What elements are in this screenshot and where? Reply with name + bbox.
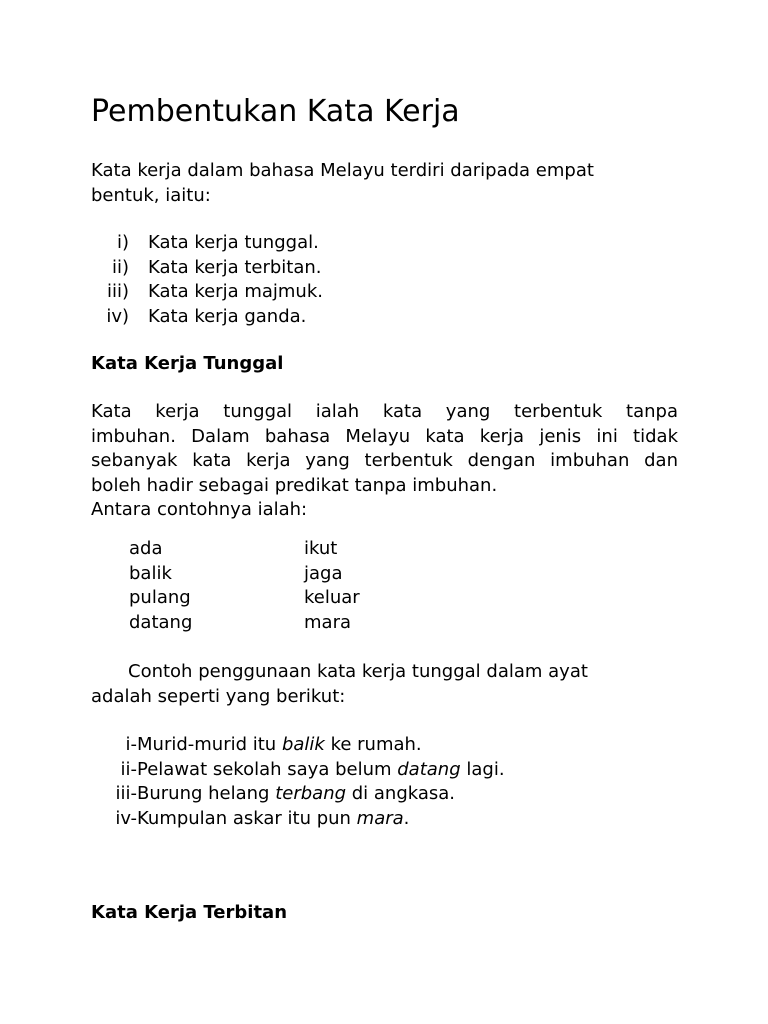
sentence-verb: mara	[356, 807, 404, 829]
usage-line-2: adalah seperti yang berikut:	[91, 685, 346, 707]
sentence-text-before: Murid-murid itu	[137, 734, 282, 755]
intro-line-2: bentuk, iaitu:	[91, 184, 211, 206]
sentence-text-before: Pelawat sekolah saya belum	[137, 758, 398, 780]
list-item-number: iii)	[106, 281, 129, 302]
sentence-text-after: di angkasa.	[346, 783, 456, 804]
example-word: balik	[129, 562, 172, 584]
sentence-number: ii-	[120, 758, 137, 780]
example-sentences-list	[91, 733, 505, 831]
word-row	[129, 537, 360, 562]
section-heading-tunggal: Kata Kerja Tunggal	[91, 353, 284, 374]
sentence-number: iv-	[115, 807, 137, 829]
example-word: mara	[304, 611, 351, 633]
list-item-number: ii)	[111, 256, 129, 278]
list-item	[91, 231, 491, 256]
sentence-text-after: lagi.	[460, 758, 505, 780]
sentence-verb: balik	[281, 734, 325, 755]
usage-line-1: Contoh penggunaan kata kerja tunggal dalam ayat	[128, 661, 588, 682]
sentence-number: i-	[125, 734, 137, 755]
paragraph-line: imbuhan. Dalam bahasa Melayu kata kerja jenis ini tidak	[91, 425, 678, 447]
word-row	[129, 562, 360, 587]
list-item	[91, 733, 505, 758]
sentence-text-before: Kumpulan askar itu pun	[137, 807, 357, 829]
example-words-grid	[129, 537, 360, 635]
example-word: datang	[129, 611, 193, 633]
examples-intro: Antara contohnya ialah:	[91, 499, 308, 520]
intro-paragraph	[91, 159, 678, 208]
word-row	[129, 586, 360, 611]
list-item-text: Kata kerja terbitan.	[148, 256, 322, 278]
list-item-text: Kata kerja ganda.	[148, 305, 307, 327]
list-item-number: iv)	[106, 305, 129, 327]
list-item-text: Kata kerja majmuk.	[148, 281, 323, 302]
sentence-verb: terbang	[275, 783, 347, 804]
word-row	[129, 611, 360, 636]
definition-paragraph	[91, 400, 678, 523]
paragraph-line: boleh hadir sebagai predikat tanpa imbuhan.	[91, 474, 498, 496]
example-word: pulang	[129, 587, 191, 608]
list-item-text: Kata kerja tunggal.	[148, 232, 319, 253]
example-word: keluar	[304, 587, 360, 608]
example-word: jaga	[304, 562, 343, 584]
list-item	[91, 280, 491, 305]
paragraph-line: Kata kerja tunggal ialah kata yang terbentuk tanpa	[91, 401, 678, 422]
sentence-text-after: .	[403, 807, 410, 829]
list-item	[91, 807, 505, 832]
section-heading-terbitan: Kata Kerja Terbitan	[91, 902, 288, 923]
sentence-text-before: Burung helang	[137, 783, 276, 804]
example-word: ada	[129, 538, 163, 559]
sentence-number: iii-	[115, 783, 137, 804]
intro-line-1: Kata kerja dalam bahasa Melayu terdiri daripada empat	[91, 160, 594, 181]
list-item	[91, 256, 491, 281]
paragraph-line: sebanyak kata kerja yang terbentuk dengan imbuhan dan	[91, 450, 678, 471]
sentence-text-after: ke rumah.	[324, 734, 422, 755]
list-item	[91, 305, 491, 330]
verb-forms-list	[91, 231, 491, 329]
list-item	[91, 782, 505, 807]
page-title: Pembentukan Kata Kerja	[91, 94, 460, 129]
list-item-number: i)	[116, 232, 129, 253]
example-word: ikut	[304, 538, 338, 559]
list-item	[91, 758, 505, 783]
usage-paragraph	[91, 660, 678, 709]
sentence-verb: datang	[397, 758, 461, 780]
